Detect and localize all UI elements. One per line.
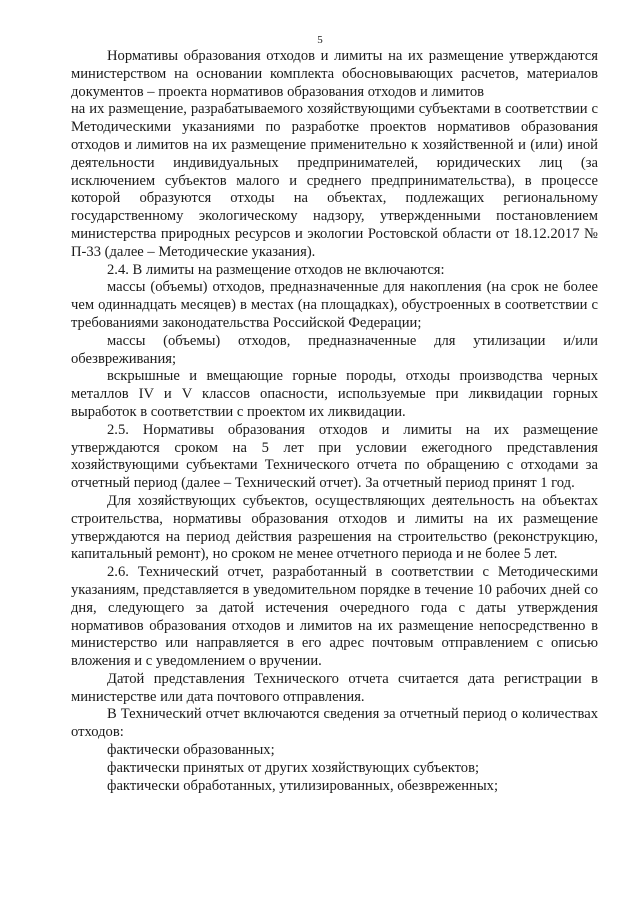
paragraph-storage-masses: массы (объемы) отходов, предназначенные для накопления (на срок не более чем одиннадцать месяцев) в местах (на площадках), обустроенных в соответствии с требованиями законодательства Российской Федерации; xyxy=(71,279,598,331)
list-item-generated: фактически образованных; xyxy=(107,742,275,759)
paragraph-2-4-heading: 2.4. В лимиты на размещение отходов не включаются: xyxy=(107,261,445,278)
paragraph-2-6-technical-report: 2.6. Технический отчет, разработанный в соответствии с Методическими указаниям, представляется в уведомительном порядке в течение 10 рабочих дней со дня, следующего за датой истечения очередного года с даты утверждения нормативов образования отходов и лимитов на их размещение непосредственно в министерство или направляется в его адрес почтовым отправлением с описью вложения и с уведомлением о вручении. xyxy=(71,564,598,670)
paragraph-norms-approval: Нормативы образования отходов и лимиты на их размещение утверждаются министерством на основании комплекта обосновывающих расчетов, материалов документов – проекта нормативов образования отходов и лимитов xyxy=(71,48,598,100)
paragraph-report-contents: В Технический отчет включаются сведения за отчетный период о количествах отходов: xyxy=(71,706,598,741)
list-item-processed: фактически обработанных, утилизированных, обезвреженных; xyxy=(107,777,499,794)
paragraph-overburden-rocks: вскрышные и вмещающие горные породы, отходы производства черных металлов IV и V классов опасности, используемые при ликвидации горных выработок в соответствии с проектом их ликвидации. xyxy=(71,368,598,420)
list-item-received: фактически принятых от других хозяйствующих субъектов; xyxy=(107,759,480,776)
paragraph-utilization-masses: массы (объемы) отходов, предназначенные для утилизации и/или обезвреживания; xyxy=(71,332,598,367)
paragraph-construction-subjects: Для хозяйствующих субъектов, осуществляющих деятельность на объектах строительства, нормативы образования отходов и лимиты на их размещение утверждаются на период действия разрешения на строительство (реконструкцию, капитальный ремонт), но сроком не менее отчетного периода и не более 5 лет. xyxy=(71,492,598,563)
paragraph-norms-methodology: на их размещение, разрабатываемого хозяйствующими субъектами в соответствии с Методическими указаниями по разработке проектов нормативов образования отходов и лимитов на их размещение применительно к хозяйственной и (или) иной деятельности индивидуальных предпринимателей, юридических лиц (за исключением субъектов малого и среднего предпринимательства), в процессе которой образуются отходы на объектах, подлежащих региональному государственному экологическому надзору, утвержденными постановлением министерства природных ресурсов и экологии Ростовской области от 18.12.2017 № П-33 (далее – Методические указания). xyxy=(71,101,598,260)
document-body xyxy=(71,48,598,795)
page-number: 5 xyxy=(317,34,323,46)
paragraph-2-5-validity: 2.5. Нормативы образования отходов и лимиты на их размещение утверждаются сроком на 5 лет при условии ежегодного представления хозяйствующими субъектами Технического отчета по обращению с отходами за отчетный период (далее – Технический отчет). За отчетный период принят 1 год. xyxy=(71,421,598,492)
paragraph-submission-date: Датой представления Технического отчета считается дата регистрации в министерстве или дата почтового отправления. xyxy=(71,670,598,705)
